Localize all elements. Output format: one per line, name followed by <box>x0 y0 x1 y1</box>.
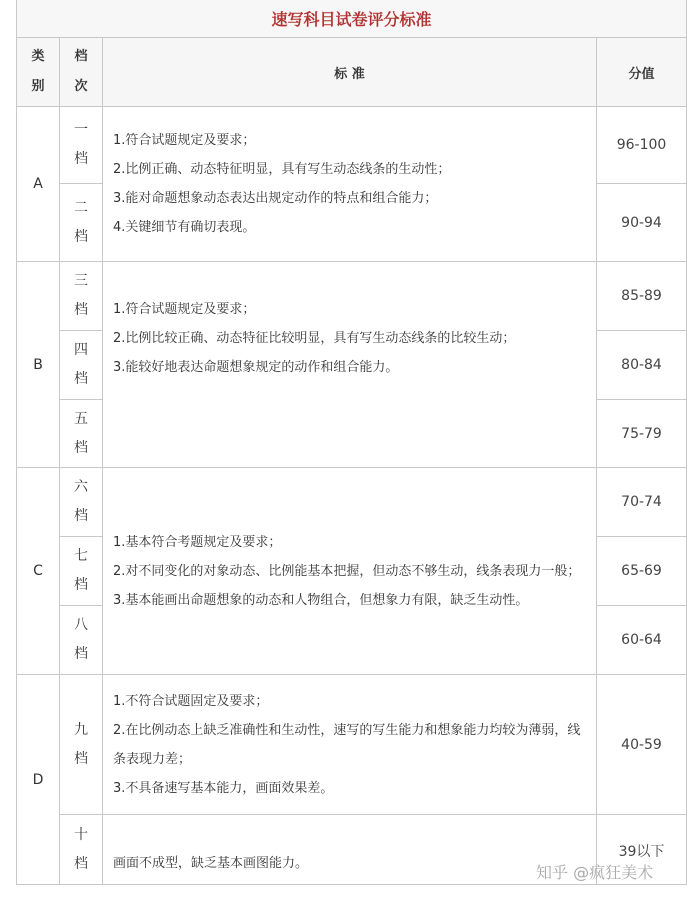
grade-4-label: 四档 <box>74 342 88 387</box>
criteria-d9-line-3: 3.不具备速写基本能力，画面效果差。 <box>113 780 334 796</box>
grade-10-label: 十档 <box>74 826 88 872</box>
grade-5-label: 五档 <box>74 410 88 456</box>
criteria-a <box>103 107 597 262</box>
score-grade-3: 85-89 <box>597 262 687 331</box>
criteria-a-line-3: 3.能对命题想象动态表达出规定动作的特点和组合能力； <box>113 191 438 206</box>
category-b: B <box>16 262 60 468</box>
grade-9-label: 九档 <box>74 721 88 767</box>
category-c: C <box>16 468 60 675</box>
grade-10 <box>60 815 103 885</box>
criteria-b-line-2: 2.比例比较正确、动态特征比较明显，具有写生动态线条的比较生动； <box>113 331 516 346</box>
grade-8 <box>60 606 103 675</box>
criteria-b <box>103 262 597 468</box>
criteria-d-grade-9 <box>103 675 597 815</box>
criteria-b-line-3: 3.能较好地表达命题想象规定的动作和组合能力。 <box>113 360 399 375</box>
grade-6-label: 六档 <box>74 479 88 524</box>
header-category-label: 类别 <box>31 49 45 94</box>
grade-8-label: 八档 <box>74 617 88 662</box>
grade-3 <box>60 262 103 331</box>
score-grade-7: 65-69 <box>597 537 687 606</box>
score-grade-2: 90-94 <box>597 184 687 262</box>
criteria-c-line-3: 3.基本能画出命题想象的动态和人物组合，但想象力有限，缺乏生动性。 <box>113 592 529 608</box>
table-title: 速写科目试卷评分标准 <box>16 0 687 38</box>
grade-2-label: 二档 <box>74 199 88 245</box>
grade-7 <box>60 537 103 606</box>
criteria-d9-line-1: 1.不符合试题固定及要求； <box>113 693 269 709</box>
header-standard: 标 准 <box>103 38 597 107</box>
criteria-c-line-1: 1.基本符合考题规定及要求； <box>113 534 282 550</box>
grade-2 <box>60 184 103 262</box>
score-grade-8: 60-64 <box>597 606 687 675</box>
criteria-a-line-1: 1.符合试题规定及要求； <box>113 133 256 148</box>
score-grade-5: 75-79 <box>597 400 687 468</box>
criteria-d9-line-2: 2.在比例动态上缺乏准确性和生动性，速写的写生能力和想象能力均较为薄弱，线条表现力差； <box>113 722 581 767</box>
score-grade-4: 80-84 <box>597 331 687 400</box>
header-grade-label: 档次 <box>74 49 88 94</box>
criteria-a-line-2: 2.比例正确、动态特征明显，具有写生动态线条的生动性； <box>113 162 451 177</box>
grade-7-label: 七档 <box>74 548 88 593</box>
grade-1 <box>60 107 103 184</box>
score-grade-1: 96-100 <box>597 107 687 184</box>
criteria-d10-line-1: 画面不成型，缺乏基本画图能力。 <box>113 856 309 871</box>
grade-4 <box>60 331 103 400</box>
criteria-b-line-1: 1.符合试题规定及要求； <box>113 302 256 317</box>
grade-6 <box>60 468 103 537</box>
criteria-c <box>103 468 597 675</box>
grade-5 <box>60 400 103 468</box>
score-grade-9: 40-59 <box>597 675 687 815</box>
category-d: D <box>16 675 60 885</box>
watermark: 知乎 @疯狂美术 <box>536 862 654 882</box>
criteria-a-line-4: 4.关键细节有确切表现。 <box>113 220 256 235</box>
criteria-c-line-2: 2.对不同变化的对象动态、比例能基本把握，但动态不够生动，线条表现力一般； <box>113 563 581 579</box>
grade-9 <box>60 675 103 815</box>
header-score: 分值 <box>597 38 687 107</box>
score-grade-10: 39以下 <box>597 815 687 885</box>
grade-1-label: 一档 <box>74 122 88 167</box>
category-a: A <box>16 107 60 262</box>
header-grade <box>60 38 103 107</box>
grade-3-label: 三档 <box>74 273 88 318</box>
scoring-table <box>16 0 687 888</box>
score-grade-6: 70-74 <box>597 468 687 537</box>
header-category <box>16 38 60 107</box>
criteria-d-grade-10 <box>103 815 597 885</box>
